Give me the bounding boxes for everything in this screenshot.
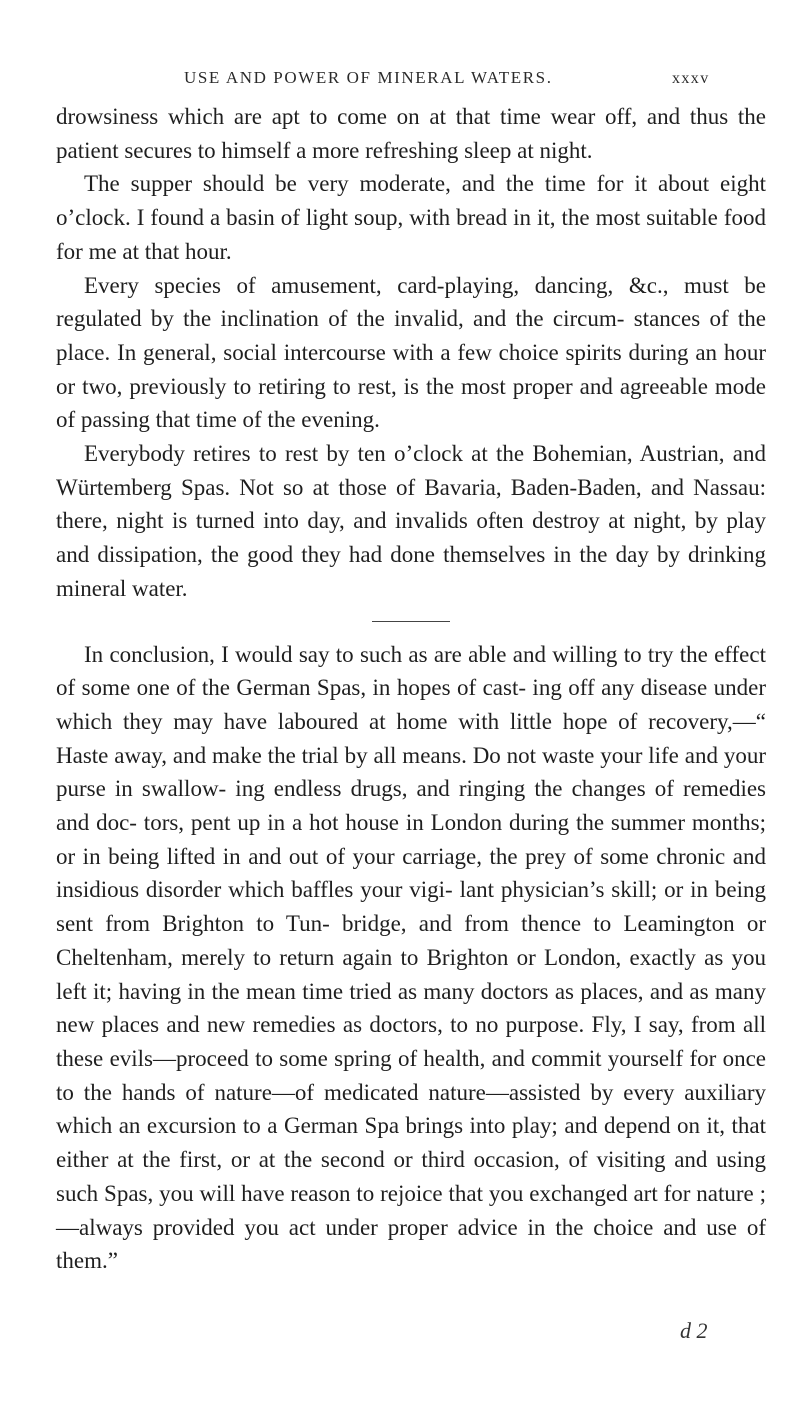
section-divider [372, 621, 450, 622]
body-text [56, 100, 766, 1278]
signature-mark: d 2 [680, 1318, 708, 1343]
paragraph-supper: The supper should be very moderate, and the time for it about eight o’clock. I found a basin of light soup, with bread in it, the most suitable food for me at that hour. [56, 171, 766, 264]
paragraph-bedtime: Everybody retires to rest by ten o’clock at the Bohemian, Austrian, and Würtemberg Spas. Not so at those of Bavaria, Baden-Baden, and Nassau: there, night is turned into day, and invalids often destroy at night, by play and dissipation, the good they had done themselves in the day by drinking mineral water. [56, 441, 766, 601]
paragraph-continuation: drowsiness which are apt to come on at that time wear off, and thus the patient secures to himself a more refreshing sleep at night. [56, 104, 766, 163]
paragraph-conclusion: In conclusion, I would say to such as are able and willing to try the effect of some one of the German Spas, in hopes of cast- ing off any disease under which they may have laboured at home with little hope of recovery,—“ Haste away, and make the trial by all means. Do not waste your life and your purse in swallow- ing endless drugs, and ringing the changes of remedies and doc- tors, pent up in a hot house in London during the summer months; or in being lifted in and out of your carriage, the prey of some chronic and insidious disorder which baffles your vigi- lant physician’s skill; or in being sent from Brighton to Tun- bridge, and from thence to Leamington or Cheltenham, merely to return again to Brighton or London, exactly as you left it; having in the mean time tried as many doctors as places, and as many new places and new remedies as doctors, to no purpose. Fly, I say, from all these evils—proceed to some spring of health, and commit yourself for once to the hands of nature—of medicated nature—assisted by every auxiliary which an excursion to a German Spa brings into play; and depend on it, that either at the first, or at the second or third occasion, of visiting and using such Spas, you will have reason to rejoice that you exchanged art for nature ;—always provided you act under proper advice in the choice and use of them.” [56, 641, 766, 1274]
running-title: USE AND POWER OF MINERAL WATERS. [184, 68, 553, 87]
page-number: xxxv [672, 70, 710, 87]
paragraph-amusement: Every species of amusement, card-playing, dancing, &c., must be regulated by the inclination of the invalid, and the circum- stances of the place. In general, social intercourse with a few choice spirits during an hour or two, previously to retiring to rest, is the most proper and agreeable mode of passing that time of the evening. [56, 272, 766, 433]
